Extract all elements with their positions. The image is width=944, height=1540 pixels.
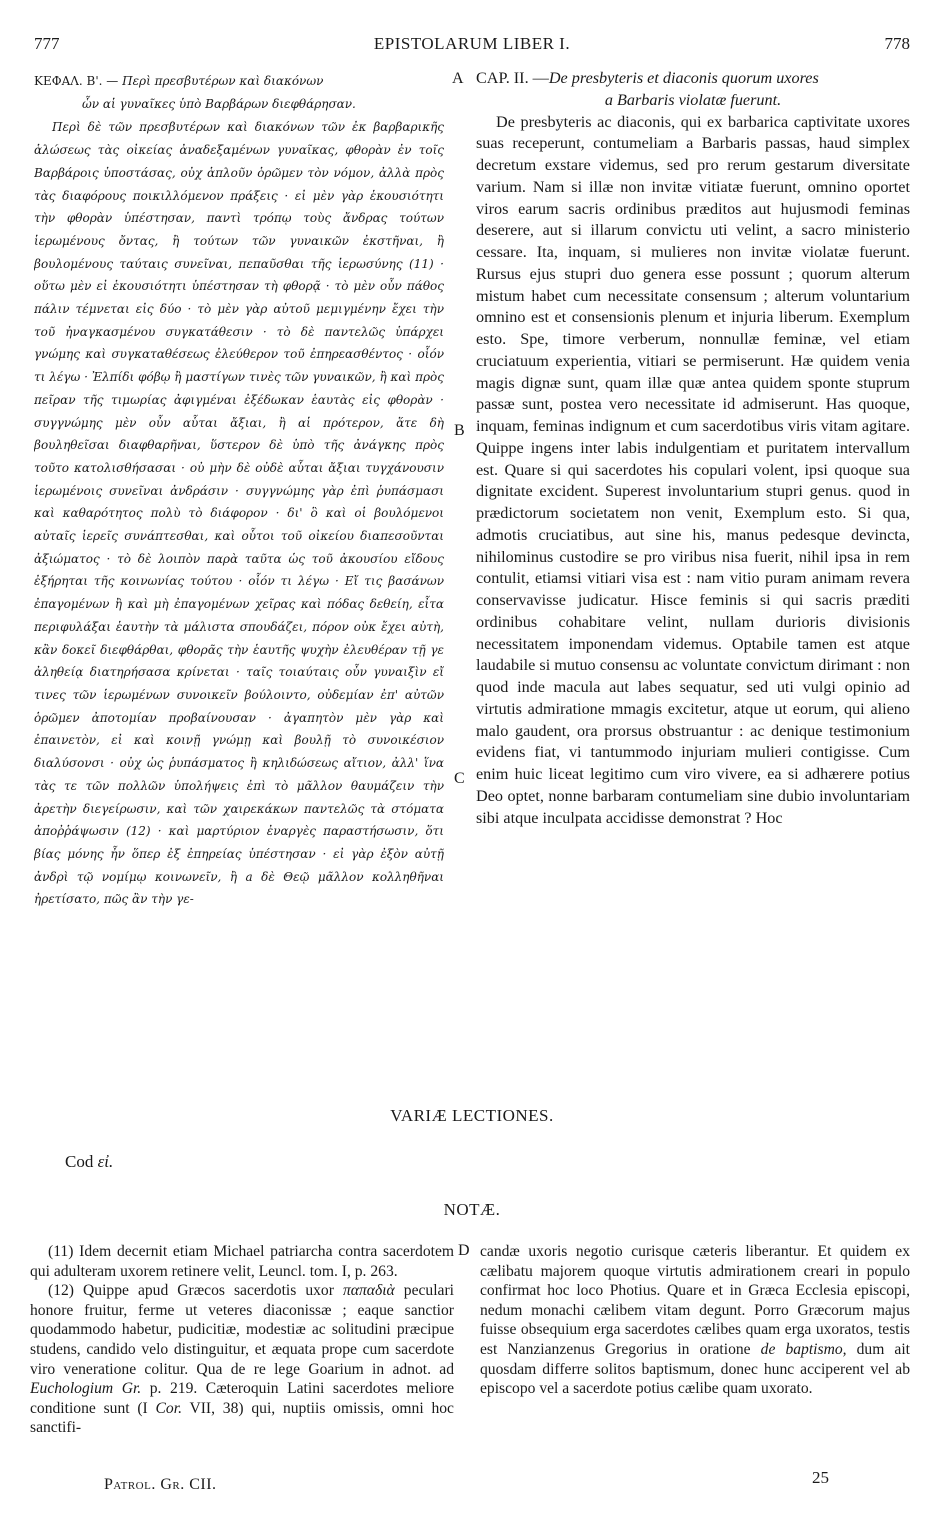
page-number-right: 778 (884, 34, 910, 53)
note-12-part-3: p. 219. Cæteroquin Latini sacerdotes meliore conditione sunt (I (30, 1380, 454, 1417)
note-12-greek-word: παπαδιὰ (342, 1282, 395, 1300)
note-12-cont-part-1: candæ uxoris negotio curisque cæteris liberantur. Et quidem ex cælibatu majorem quoque virtutis admirationem creari in populo confirmat hoc loco Photius. Quare et in Græca Ecclesia episcopi, nedum monachi cælibem vitam degunt. Porro Græcorum majus fuisse obsequium erga sacerdotes cælibes quam erga uxoratos, testis est Nanzianzenus Gregorius in oratione (480, 1243, 910, 1358)
note-12-euchologium: Euchologium Gr. (30, 1380, 142, 1398)
greek-body-text: Περὶ δὲ τῶν πρεσβυτέρων καὶ διακόνων τῶν ἐκ βαρβαρικῆς ἁλώσεως τὰς οἰκείας ἀναδεξαμένων γυναῖκας, φθορὰν ἐν τοῖς Βαρβάροις ὑποστάσας, οὐχ ἁπλοῦν ὁρῶμεν τὸν νόμον, ἀλλὰ πρὸς τὰς διαφόρους ποικιλλόμενον πράξεις · εἰ μὲν γὰρ ἑκουσιότητι τὴν φθορὰν ὑπέστησαν, παντὶ τρόπῳ τοὺς ἄνδρας τούτων ἱερωμένους ὄντας, ἢ τούτων τῶν γυναικῶν ἐκστῆναι, ἢ βουλομένους ταύταις συνεῖναι, πεπαῦσθαι τῆς ἱερωσύνης (11) · οὕτω μὲν εἰ ἑκουσιότητι ὑπέστησαν τὴ φθορᾷ · τὸ μὲν οὖν πάθος πάλιν τέμνεται εἰς δύο · τὸ μὲν γὰρ αὐτοῦ μεμιγμένην ἔχει τὴν τοῦ ἠναγκασμένου συγκατάθεσιν · τὸ δὲ παντελῶς ὑπάρχει γνώμης καὶ συγκαταθέσεως ἐλεύθερον τοῦ ἐπηρεασθέντος · οἷόν τι λέγω · Ἐλπίδι φόβῳ ἢ μαστίγων τινὲς τῶν γυναικῶν, ἢ καὶ πρὸς πεῖραν τῆς τιμωρίας ἀφιγμέναι ἐξέδωκαν ἑαυτὰς εἰς φθορὰν · συγγνώμης μὲν οὖν αὗται ἄξιαι, ἢ αἱ πρότερον, ἅτε δὴ βουληθεῖσαι διαφθαρῆναι, ὕστερον δὲ ὑπὸ τῆς ἀνάγκης πρὸς τοῦτο κατολισθήσασαι · οὐ μὴν δὲ οὐδὲ αὗται ἄξιαι τυγχάνουσιν ἱερωμένοις συνεῖναι ἀνδράσιν · συγγνώμης γὰρ ἐπὶ ῥυπάσμασι καὶ καθαρότητος πολὺ τὸ διάφορον · δι' ὃ καὶ οἱ βουλόμενοι αὐταῖς ἱερεῖς συνάπτεσθαι, καὶ οὗτοι τοῦ οἰκείου διαπεσοῦνται ἀξιώματος · τὸ δὲ λοιπὸν παρὰ ταῦτα ὡς τοῦ ἀκουσίου εἴδους ἐξήρηται τῆς κοινωνίας τούτου · οἷόν τι λέγω · Εἴ τις βασάνων ἐπαγομένων ἢ καὶ μὴ ἐπαγομένων χεῖρας καὶ πόδας δεθείη, εἶτα περιφυλάξαι ἑαυτὴν τὰ μάλιστα σπουδάζει, πόρον οὐκ ἔχει αὐτὴ, κἂν δοκεῖ διεφθάρθαι, φθορᾶς τὴν ἑαυτῆς ψυχὴν ἐλευθέραν τῇ γε ἀληθείᾳ διατηρήσασα κρίνεται · ταῖς τοιαύταις οὖν γυναιξὶν εἴ τινες τῶν ἱερωμένων συνοικεῖν βούλοιντο, οὐδεμίαν ἐπ' αὐτῶν ὁρῶμεν ἀποτομίαν προβαίνουσαν · ἀγαπητὸν μὲν γὰρ καὶ ἐπαινετὸν, εἰ καὶ κοινῇ γνώμῃ καὶ βουλῇ τὸ συνοικέσιον διαλύσονσι · οὐχ ὡς ῥυπάσματος ἢ κηλιδώσεως αἴτιον, ἀλλ' ἵνα τὰς τε τῶν πολλῶν ὑπολήψεις ἐπὶ τὸ μᾶλλον θαυμάζειν τὴν ἀρετὴν διεγείρωσιν, καὶ τῶν χαιρεκάκων παντελῶς τὰ στόματα ἀποῤῥάψωσιν (12) · καὶ μαρτύριον ἐναργὲς παραστήσωσιν, ὅτι βίας μόνης ἦν ὅπερ ἐξ ἐπηρείας ὑπέστησαν · εἰ γὰρ ἐξὸν αὐτῇ ἀνδρὶ τῷ νομίμῳ κοινωνεῖν, ἢ a δὲ Θεῷ μᾶλλον κολληθῆναι ἠρετίσατο, πῶς ἂν τὴν γε- (34, 120, 444, 907)
greek-column (34, 70, 444, 1082)
notes-right-column (480, 1242, 910, 1442)
margin-letter-d: D (458, 1242, 470, 1259)
footer-patrol: Patrol. Gr. CII. (104, 1476, 217, 1493)
running-title: EPISTOLARUM LIBER I. (373, 34, 571, 53)
note-12 (30, 1281, 454, 1438)
footer-signature: 25 (812, 1468, 829, 1487)
note-12-continued (480, 1242, 910, 1399)
margin-letter-b: B (454, 422, 465, 439)
note-12-cor: Cor. (155, 1399, 182, 1417)
variant-reading (65, 1152, 113, 1172)
latin-body-text: De presbyteris ac diaconis, qui ex barbarica captivitate uxores suas receperunt, contumeliam a Barbaris passas, haud simplex decretum exstare videmus, sed pro rerum gestarum diversitate varium. Nam si illæ non invitæ vitiatæ fuerunt, omnino oportet viros earum sacris ordinibus præditos aut hujusmodi feminas deserere, aut si illarum convictu uti velint, a sacro ministerio cessare. Ita, inquam, si mulieres non invitæ violatæ fuerunt. Rursus ejus stupri duo genera esse possunt ; quorum alterum mistum habet cum necessitate consensum ; alterum voluntarium omnino est et consensionis plenum et injuria liberum. Exemplum esto. Spe, timore verberum, nonnullæ feminæ, vel etiam cruciatuum experientia, vitiari se permiserunt. Hæ quidem venia magis dignæ sunt, quam illæ quæ antea quidem sponte stuprum passæ sunt, postea vero necessitate id admiserunt. Has quoque, inquam, feminas indignum et cum sacerdotibus viris vitam agitare. Quippe ingens inter labis indulgentiam et puritatem intervallum est. Quare si qui sacerdotes his copulari volent, ipsi quoque sua dignitate excident. Superest involuntarium stupri genus. quod in prædictorum societatem non venit, Exemplum esto. Si qua, admotis cruciatibus, aut sine his, manus pedesque devincta, nihilominus custodire se pro viribus nisa fuerit, nihil ipsa in rem contulit, etiamsi vitiari visa est : nam vitio puram animam revera conservavisse judicatur. Hisce feminis si qui sacris præditi ordinibus cohabitare velint, nullam durioris divisionis necessitatem imponendam videmus. Optabile tamen est atque laudabile si mutuo consensu ac voluntate convictum dirimant : non quod inde macula aut labes sequatur, sed uti vulgi opinio ad virtutis admiratione mmagis excitetur, atque ut eorum, qui alieno malo gaudent, ora prorsus obstruantur : ac denique testimonium evidens fiat, vi tantummodo injuriam mulieri contigisse. Cum enim huic liceat legitimo cum viro vivere, ea si adhærere potius Deo optet, nonne barbaram contumeliam sine dubio involuntariam sibi atque inculpata accidisse demonstrat ? Hoc (476, 112, 910, 827)
note-12-part-2: peculari honore fruitur, ferme ut veteres diaconissæ ; eaque sanctior quodammodo habetur, pudicitiæ, modestiæ ac solitudini præcipue studens, candido velo distinguitur, et æquata prope cum sacerdote viro veneratione colitur. Qua de re lege Goarium in adnot. ad (30, 1282, 454, 1378)
note-12-cont-part-2: dum ait quosdam differre solitos baptismum, donec hunc acciperent vel ab episcopo vel a sacerdote potius cælibe quam uxorato. (480, 1340, 910, 1398)
page-number-left: 777 (34, 34, 60, 53)
variae-lectiones-title: VARIÆ LECTIONES. (390, 1106, 554, 1125)
notae-title: NOTÆ. (443, 1200, 501, 1219)
latin-chapter-title-2: a Barbaris violatæ fuerunt. (604, 90, 782, 109)
margin-letter-a: A (452, 70, 464, 87)
margin-letter-c: C (454, 770, 465, 787)
latin-cap-label: CAP. II. — (476, 69, 549, 87)
latin-chapter-title-1: De presbyteris et diaconis quorum uxores (548, 69, 819, 87)
greek-chapter-label: ΚΕΦΑΛ. Β'. — (34, 74, 119, 88)
latin-column (476, 68, 910, 1084)
greek-chapter-title-1: Περὶ πρεσβυτέρων καὶ διακόνων (122, 74, 324, 88)
note-11: (11) Idem decernit etiam Michael patriarcha contra sacerdotem qui adulteram uxorem retinere velit, Leuncl. tom. I, p. 263. (30, 1243, 454, 1280)
greek-chapter-heading (34, 70, 444, 93)
greek-chapter-title-2: ὧν αἱ γυναῖκες ὑπὸ Βαρβάρων διεφθάρησαν. (82, 96, 356, 111)
variant-prefix: Cod (65, 1152, 94, 1171)
notes-left-column (30, 1242, 454, 1452)
note-12-part-1: (12) Quippe apud Græcos sacerdotis uxor (48, 1282, 334, 1300)
running-head (34, 34, 910, 56)
variant-word: εἰ. (97, 1152, 114, 1171)
note-12-part-4: VII, 38) qui, nuptiis omissis, omni hoc sanctifi- (30, 1399, 454, 1437)
latin-chapter-heading (476, 68, 910, 90)
note-12-de-baptismo: de baptismo, (760, 1340, 847, 1358)
